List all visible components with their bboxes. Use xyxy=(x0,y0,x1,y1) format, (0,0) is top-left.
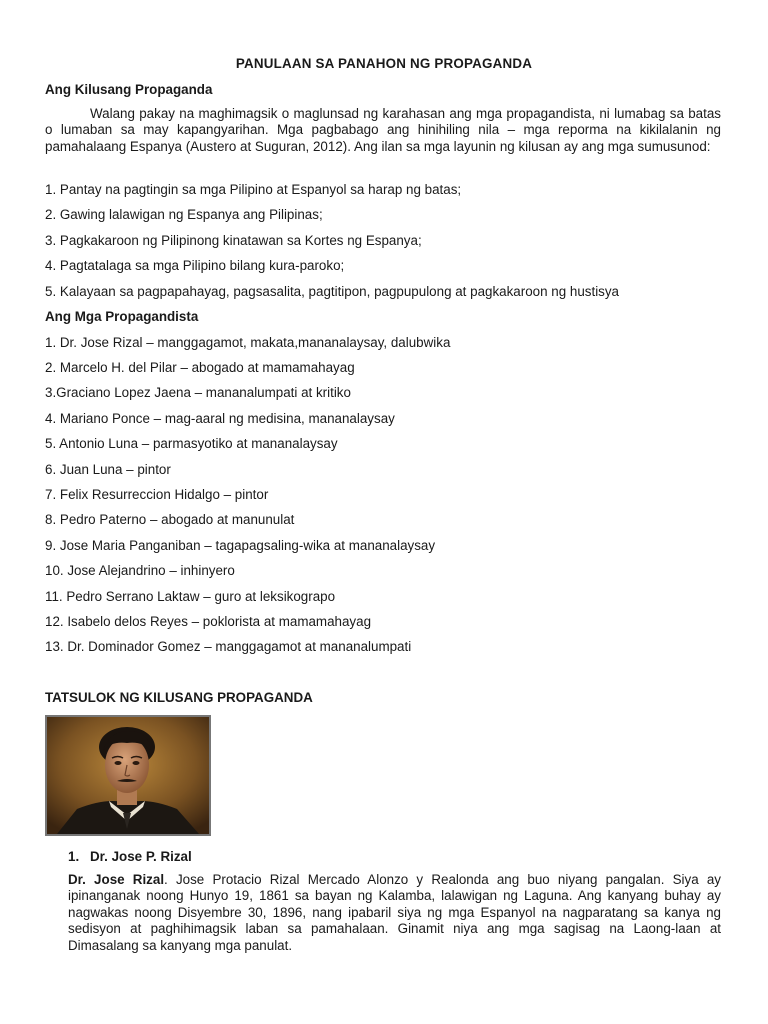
goal-item: 5. Kalayaan sa pagpapahayag, pagsasalita, pagtitipon, pagpupulong at pagkakaroon ng hustisya xyxy=(45,284,620,299)
rizal-item-number: 1. xyxy=(68,849,80,864)
document-title: PANULAAN SA PANAHON NG PROPAGANDA xyxy=(235,56,533,71)
propagandist-item: 6. Juan Luna – pintor xyxy=(45,462,171,477)
propagandist-item: 12. Isabelo delos Reyes – poklorista at mamamahayag xyxy=(45,614,372,629)
rizal-item-heading: Dr. Jose P. Rizal xyxy=(90,849,192,864)
rizal-portrait-image xyxy=(45,715,211,836)
propagandist-item: 10. Jose Alejandrino – inhinyero xyxy=(45,563,235,578)
propagandist-item: 8. Pedro Paterno – abogado at manunulat xyxy=(45,512,295,527)
intro-paragraph-text: Walang pakay na maghimagsik o maglunsad ng karahasan ang mga propagandista, ni lumabag sa batas o lumaban sa may kapangyarihan. Mga pagbabago ang hinihiling nila – mga reporma na kikilalanin ng pamahalaang Espanya (Austero at Suguran, 2012). Ang ilan sa mga layunin ng kilusan ay ang mga sumusunod: xyxy=(45,106,721,154)
propagandist-item: 13. Dr. Dominador Gomez – manggagamot at mananalumpati xyxy=(45,639,412,654)
propagandist-item: 4. Mariano Ponce – mag-aaral ng medisina, mananalaysay xyxy=(45,411,395,426)
propagandist-item: 5. Antonio Luna – parmasyotiko at mananalaysay xyxy=(45,436,338,451)
propagandist-item: 1. Dr. Jose Rizal – manggagamot, makata,mananalaysay, dalubwika xyxy=(45,335,451,350)
section-heading-kilusan: Ang Kilusang Propaganda xyxy=(45,82,213,97)
section-heading-tatsulok: TATSULOK NG KILUSANG PROPAGANDA xyxy=(45,690,313,705)
rizal-biography xyxy=(68,872,721,954)
propagandist-item: 3.Graciano Lopez Jaena – mananalumpati at kritiko xyxy=(45,385,351,400)
propagandist-item: 2. Marcelo H. del Pilar – abogado at mamamahayag xyxy=(45,360,355,375)
goal-item: 2. Gawing lalawigan ng Espanya ang Pilipinas; xyxy=(45,207,323,222)
rizal-bio-name: Dr. Jose Rizal xyxy=(68,872,165,887)
rizal-bio-text: . Jose Protacio Rizal Mercado Alonzo y Realonda ang buo niyang pangalan. Siya ay ipinanganak noong Hunyo 19, 1861 sa bayan ng Kalamba, lalawigan ng Laguna. Ang kanyang buhay ay nagwakas noong Disyembre 30, 1896, nang ipabaril siya ng mga Espanyol na nagparatang sa kanya ng sedisyon at paghihimagsik laban sa pamahalaan. Ginamit niya ang mga sagisag na Laong-laan at Dimasalang sa kanyang mga panulat. xyxy=(68,872,722,953)
goal-item: 1. Pantay na pagtingin sa mga Pilipino at Espanyol sa harap ng batas; xyxy=(45,182,462,197)
propagandist-item: 7. Felix Resurreccion Hidalgo – pintor xyxy=(45,487,269,502)
propagandist-item: 9. Jose Maria Panganiban – tagapagsaling-wika at mananalaysay xyxy=(45,538,436,553)
section-heading-propagandista: Ang Mga Propagandista xyxy=(45,309,199,324)
goal-item: 3. Pagkakaroon ng Pilipinong kinatawan sa Kortes ng Espanya; xyxy=(45,233,422,248)
propagandist-item: 11. Pedro Serrano Laktaw – guro at leksikograpo xyxy=(45,589,336,604)
goal-item: 4. Pagtatalaga sa mga Pilipino bilang kura-paroko; xyxy=(45,258,345,273)
intro-paragraph xyxy=(45,106,721,155)
